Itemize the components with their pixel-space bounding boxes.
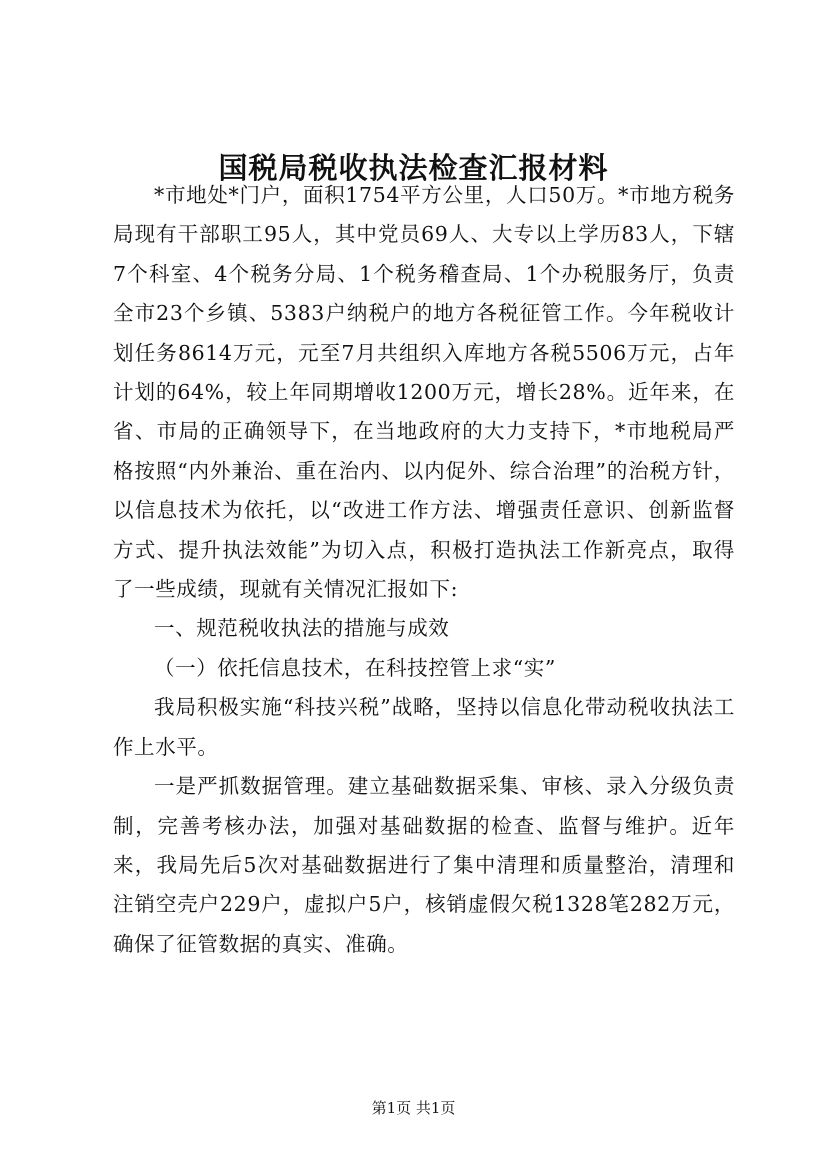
document-body [113, 176, 735, 964]
section-heading: 一、规范税收执法的措施与成效 [154, 616, 450, 641]
intro-paragraph: *市地处*门户，面积1754平方公里，人口50万。*市地方税务局现有干部职工95人，其中党员69人、大专以上学历83人，下辖7个科室、4个税务分局、1个税务稽查局、1个办税服务厅，负责全市23个乡镇、5383户纳税户的地方各税征管工作。今年税收计划任务8614万元，元至7月共组织入库地方各税5506万元，占年计划的64%，较上年同期增收1200万元，增长28%。近年来，在省、市局的正确领导下，在当地政府的大力支持下，*市地税局严格按照“内外兼治、重在治内、以内促外、综合治理”的治税方针，以信息技术为依托，以“改进工作方法、增强责任意识、创新监督方式、提升执法效能”为切入点，积极打造执法工作新亮点，取得了一些成绩，现就有关情况汇报如下: [113, 183, 735, 602]
body-paragraph: 一是严抓数据管理。建立基础数据采集、审核、录入分级负责制，完善考核办法，加强对基础数据的检查、监督与维护。近年来，我局先后5次对基础数据进行了集中清理和质量整治，清理和注销空壳户229户，虚拟户5户，核销虚假欠税1328笔282万元，确保了征管数据的真实、准确。 [113, 774, 735, 956]
page-footer: 第1页 共1页 [371, 1099, 456, 1117]
body-paragraph: 我局积极实施“科技兴税”战略，坚持以信息化带动税收执法工作上水平。 [113, 695, 735, 759]
subsection-heading: （一）依托信息技术，在科技控管上求“实” [154, 655, 556, 680]
document-title: 国税局税收执法检查汇报材料 [218, 151, 609, 185]
